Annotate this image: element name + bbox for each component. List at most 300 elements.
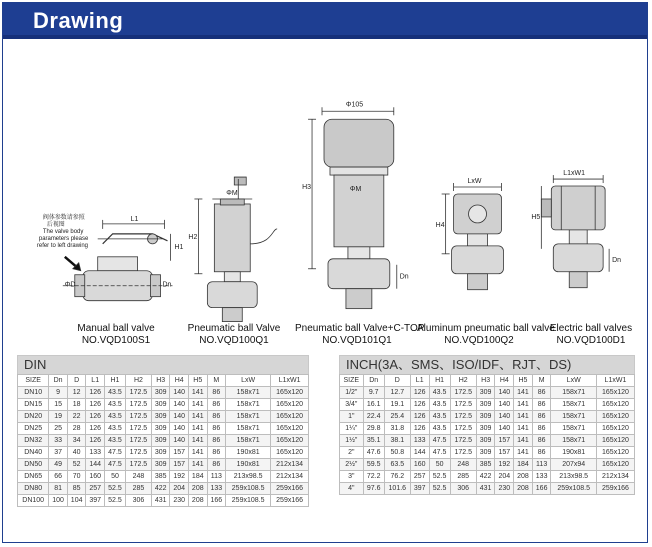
din-cell: 141 xyxy=(189,399,208,411)
inch-cell: 190x81 xyxy=(551,447,596,459)
inch-cell: 140 xyxy=(495,399,514,411)
inch-cell: 309 xyxy=(476,447,495,459)
inch-cell: 172.5 xyxy=(450,423,476,435)
inch-cell: 204 xyxy=(495,471,514,483)
inch-table-title: INCH(3A、SMS、ISO/IDF、RJT、DS) xyxy=(339,355,635,374)
inch-cell: 126 xyxy=(410,387,429,399)
din-cell: 85 xyxy=(67,483,86,495)
dim-phi105: Φ105 xyxy=(345,101,364,109)
inch-cell: 47.5 xyxy=(429,447,450,459)
din-cell: 184 xyxy=(189,471,208,483)
din-cell: 43.5 xyxy=(104,411,125,423)
din-cell: 126 xyxy=(86,411,105,423)
inch-cell: 1½" xyxy=(340,435,364,447)
inch-header-cell: L1xW1 xyxy=(596,375,634,387)
inch-cell: 431 xyxy=(476,483,495,495)
inch-cell: 72.2 xyxy=(363,471,384,483)
din-cell: 86 xyxy=(207,411,226,423)
dim-LxW: LxW xyxy=(467,178,482,186)
aluminum-valve-drawing xyxy=(442,183,504,290)
inch-cell: 9.7 xyxy=(363,387,384,399)
din-cell: 52.5 xyxy=(104,495,125,507)
inch-cell: 309 xyxy=(476,435,495,447)
section-title: Drawing xyxy=(33,8,124,33)
din-cell: 431 xyxy=(151,495,170,507)
inch-cell: 31.8 xyxy=(384,423,410,435)
inch-cell: 158x71 xyxy=(551,435,596,447)
din-cell: 158x71 xyxy=(226,399,271,411)
din-cell: 141 xyxy=(189,447,208,459)
inch-cell: 43.5 xyxy=(429,411,450,423)
inch-cell: 208 xyxy=(514,471,533,483)
din-cell: 158x71 xyxy=(226,423,271,435)
electric-caption xyxy=(539,323,643,347)
inch-cell: 126 xyxy=(410,399,429,411)
din-cell: 248 xyxy=(125,471,151,483)
dim-ctop-phiM: ΦM xyxy=(349,186,362,194)
inch-header-row xyxy=(340,375,635,387)
ctop-caption-title: Pneumatic ball Valve+C-TOP xyxy=(295,323,425,334)
din-cell: 43.5 xyxy=(104,423,125,435)
inch-cell: 158x71 xyxy=(551,423,596,435)
din-cell: DN80 xyxy=(18,483,49,495)
din-cell: 192 xyxy=(170,471,189,483)
dim-H2: H2 xyxy=(188,233,198,241)
inch-cell: 165x120 xyxy=(596,387,634,399)
din-cell: 230 xyxy=(170,495,189,507)
inch-cell: 184 xyxy=(514,459,533,471)
din-cell: 309 xyxy=(151,459,170,471)
inch-cell: 165x120 xyxy=(596,435,634,447)
note-line-4: parameters please xyxy=(38,235,89,242)
inch-cell: 4" xyxy=(340,483,364,495)
din-cell: 19 xyxy=(49,411,68,423)
table-row xyxy=(340,471,635,483)
ctop-caption xyxy=(295,323,425,347)
table-row xyxy=(18,483,309,495)
inch-cell: 47.6 xyxy=(363,447,384,459)
din-cell: 208 xyxy=(189,483,208,495)
inch-cell: 208 xyxy=(514,483,533,495)
inch-cell: 158x71 xyxy=(551,411,596,423)
inch-cell: 141 xyxy=(514,447,533,459)
table-row xyxy=(340,387,635,399)
inch-cell: 172.5 xyxy=(450,387,476,399)
din-cell: 309 xyxy=(151,387,170,399)
dim-H3: H3 xyxy=(302,184,311,192)
inch-cell: 172.5 xyxy=(450,447,476,459)
inch-header-cell: SIZE xyxy=(340,375,364,387)
inch-cell: 76.2 xyxy=(384,471,410,483)
inch-cell: 309 xyxy=(476,423,495,435)
din-cell: DN20 xyxy=(18,411,49,423)
din-cell: 141 xyxy=(189,411,208,423)
inch-cell: 257 xyxy=(410,471,429,483)
din-table-box xyxy=(17,355,309,507)
din-header-cell: M xyxy=(207,375,226,387)
inch-cell: 86 xyxy=(532,435,551,447)
valve-drawings xyxy=(3,39,647,349)
pneumatic-valve-drawing xyxy=(194,177,277,322)
inch-header-cell: Dn xyxy=(363,375,384,387)
inch-cell: 113 xyxy=(532,459,551,471)
din-cell: 86 xyxy=(207,399,226,411)
din-cell: 172.5 xyxy=(125,447,151,459)
din-cell: 172.5 xyxy=(125,435,151,447)
ctop-model: NO.VQD101Q1 xyxy=(322,335,392,346)
din-cell: 126 xyxy=(86,435,105,447)
din-cell: 259x166 xyxy=(271,495,309,507)
inch-cell: 385 xyxy=(476,459,495,471)
din-cell: 165x120 xyxy=(271,387,309,399)
inch-cell: 86 xyxy=(532,387,551,399)
inch-cell: 248 xyxy=(450,459,476,471)
din-cell: 165x120 xyxy=(271,435,309,447)
din-cell: 165x120 xyxy=(271,423,309,435)
inch-cell: 22.4 xyxy=(363,411,384,423)
inch-cell: 213x98.5 xyxy=(551,471,596,483)
inch-header-cell: H2 xyxy=(450,375,476,387)
table-row xyxy=(340,483,635,495)
inch-cell: 422 xyxy=(476,471,495,483)
note-line-3: The valve body xyxy=(42,228,84,235)
din-cell: 158x71 xyxy=(226,411,271,423)
inch-cell: 38.1 xyxy=(384,435,410,447)
inch-cell: 52.5 xyxy=(429,471,450,483)
inch-header-cell: L1 xyxy=(410,375,429,387)
din-cell: 43.5 xyxy=(104,387,125,399)
dim-L1xW1: L1xW1 xyxy=(563,170,585,178)
din-header-cell: H1 xyxy=(104,375,125,387)
din-header-cell: H2 xyxy=(125,375,151,387)
inch-cell: 230 xyxy=(495,483,514,495)
table-row xyxy=(18,471,309,483)
din-cell: 160 xyxy=(86,471,105,483)
din-cell: 126 xyxy=(86,399,105,411)
din-cell: 172.5 xyxy=(125,423,151,435)
inch-cell: 172.5 xyxy=(450,435,476,447)
din-cell: 190x81 xyxy=(226,459,271,471)
din-cell: 43.5 xyxy=(104,399,125,411)
inch-header-cell: H4 xyxy=(495,375,514,387)
dim-electric-Dn: Dn xyxy=(612,256,622,264)
din-cell: 204 xyxy=(170,483,189,495)
table-row xyxy=(340,435,635,447)
inch-cell: 63.5 xyxy=(384,459,410,471)
inch-cell: 140 xyxy=(495,411,514,423)
din-cell: 81 xyxy=(49,483,68,495)
din-table xyxy=(17,374,309,507)
inch-cell: 1¼" xyxy=(340,423,364,435)
table-row xyxy=(18,411,309,423)
inch-cell: 97.6 xyxy=(363,483,384,495)
din-cell: 86 xyxy=(207,435,226,447)
table-row xyxy=(340,447,635,459)
din-cell: 100 xyxy=(49,495,68,507)
din-header-cell: H4 xyxy=(170,375,189,387)
din-cell: 309 xyxy=(151,399,170,411)
note-line-1: 阀体参数请参照 xyxy=(42,214,85,221)
table-row xyxy=(340,423,635,435)
electric-caption-title: Electric ball valves xyxy=(549,323,633,334)
inch-cell: 397 xyxy=(410,483,429,495)
inch-cell: 52.5 xyxy=(429,483,450,495)
inch-cell: 47.5 xyxy=(429,435,450,447)
inch-cell: 165x120 xyxy=(596,411,634,423)
inch-cell: 133 xyxy=(410,435,429,447)
inch-cell: 12.7 xyxy=(384,387,410,399)
inch-cell: 141 xyxy=(514,411,533,423)
din-cell: 144 xyxy=(86,459,105,471)
din-cell: 385 xyxy=(151,471,170,483)
table-row xyxy=(340,459,635,471)
table-row xyxy=(18,435,309,447)
din-cell: DN25 xyxy=(18,423,49,435)
inch-cell: 144 xyxy=(410,447,429,459)
din-cell: 172.5 xyxy=(125,399,151,411)
inch-cell: 50 xyxy=(429,459,450,471)
din-cell: 172.5 xyxy=(125,387,151,399)
dim-L1: L1 xyxy=(130,215,139,223)
inch-cell: 43.5 xyxy=(429,399,450,411)
electric-model: NO.VQD100D1 xyxy=(556,335,626,346)
pneumatic-caption-title: Pneumatic ball Valve xyxy=(187,323,281,334)
aluminum-caption xyxy=(417,323,555,347)
inch-header-cell: LxW xyxy=(551,375,596,387)
din-cell: 66 xyxy=(49,471,68,483)
din-cell: 158x71 xyxy=(226,387,271,399)
din-cell: 141 xyxy=(189,435,208,447)
inch-cell: 309 xyxy=(476,399,495,411)
dim-H5: H5 xyxy=(531,213,541,221)
din-cell: 157 xyxy=(170,459,189,471)
din-cell: 126 xyxy=(86,423,105,435)
inch-table xyxy=(339,374,635,495)
dim-phiD: ΦD xyxy=(64,281,76,289)
din-cell: 37 xyxy=(49,447,68,459)
din-cell: 33 xyxy=(49,435,68,447)
din-cell: DN40 xyxy=(18,447,49,459)
din-header-cell: D xyxy=(67,375,86,387)
din-header-cell: L1 xyxy=(86,375,105,387)
table-row xyxy=(18,387,309,399)
din-cell: 309 xyxy=(151,411,170,423)
din-cell: 140 xyxy=(170,399,189,411)
inch-cell: 86 xyxy=(532,423,551,435)
din-cell: 9 xyxy=(49,387,68,399)
inch-cell: 101.6 xyxy=(384,483,410,495)
din-cell: 47.5 xyxy=(104,459,125,471)
din-cell: 165x120 xyxy=(271,399,309,411)
din-cell: 212x134 xyxy=(271,459,309,471)
din-cell: 140 xyxy=(170,423,189,435)
inch-cell: 306 xyxy=(450,483,476,495)
din-cell: 309 xyxy=(151,435,170,447)
note-line-2: 后视图 xyxy=(46,221,65,228)
dim-H4: H4 xyxy=(435,221,445,229)
inch-header-cell: M xyxy=(532,375,551,387)
din-cell: DN15 xyxy=(18,399,49,411)
inch-cell: 1" xyxy=(340,411,364,423)
din-cell: DN10 xyxy=(18,387,49,399)
din-cell: 190x81 xyxy=(226,447,271,459)
inch-cell: 192 xyxy=(495,459,514,471)
din-cell: 12 xyxy=(67,387,86,399)
inch-cell: 140 xyxy=(495,423,514,435)
inch-cell: 157 xyxy=(495,447,514,459)
din-cell: 259x108.5 xyxy=(226,483,271,495)
inch-cell: 133 xyxy=(532,471,551,483)
inch-cell: 165x120 xyxy=(596,447,634,459)
inch-cell: 259x166 xyxy=(596,483,634,495)
inch-header-cell: H3 xyxy=(476,375,495,387)
dim-H1: H1 xyxy=(174,243,184,251)
inch-cell: 86 xyxy=(532,447,551,459)
din-cell: 113 xyxy=(207,471,226,483)
din-cell: 309 xyxy=(151,447,170,459)
din-cell: 306 xyxy=(125,495,151,507)
inch-table-box xyxy=(339,355,635,495)
din-cell: 259x108.5 xyxy=(226,495,271,507)
din-cell: 70 xyxy=(67,471,86,483)
inch-cell: 141 xyxy=(514,435,533,447)
table-row xyxy=(340,399,635,411)
din-cell: 140 xyxy=(170,435,189,447)
section-header xyxy=(3,3,647,39)
din-cell: 22 xyxy=(67,411,86,423)
din-header-row xyxy=(18,375,309,387)
din-cell: 172.5 xyxy=(125,411,151,423)
din-cell: 86 xyxy=(207,459,226,471)
din-cell: 141 xyxy=(189,459,208,471)
din-cell: 49 xyxy=(49,459,68,471)
din-cell: 133 xyxy=(207,483,226,495)
din-cell: 47.5 xyxy=(104,447,125,459)
inch-cell: 126 xyxy=(410,411,429,423)
inch-cell: 160 xyxy=(410,459,429,471)
din-cell: 133 xyxy=(86,447,105,459)
din-cell: 28 xyxy=(67,423,86,435)
inch-cell: 165x120 xyxy=(596,399,634,411)
din-cell: 158x71 xyxy=(226,435,271,447)
din-cell: 18 xyxy=(67,399,86,411)
manual-caption-title: Manual ball valve xyxy=(77,323,155,334)
inch-cell: 126 xyxy=(410,423,429,435)
inch-header-cell: D xyxy=(384,375,410,387)
din-cell: DN32 xyxy=(18,435,49,447)
inch-cell: 165x120 xyxy=(596,459,634,471)
inch-cell: 172.5 xyxy=(450,399,476,411)
table-row xyxy=(18,399,309,411)
pneumatic-caption xyxy=(179,323,289,347)
din-cell: 34 xyxy=(67,435,86,447)
manual-model: NO.VQD100S1 xyxy=(81,335,151,346)
din-header-cell: LxW xyxy=(226,375,271,387)
electric-valve-drawing xyxy=(541,175,609,288)
din-cell: DN100 xyxy=(18,495,49,507)
manual-caption xyxy=(61,323,171,347)
din-cell: 165x120 xyxy=(271,411,309,423)
din-cell: 15 xyxy=(49,399,68,411)
inch-cell: 141 xyxy=(514,423,533,435)
din-header-cell: Dn xyxy=(49,375,68,387)
din-cell: 257 xyxy=(86,483,105,495)
din-table-title: DIN xyxy=(17,355,309,374)
inch-cell: 259x108.5 xyxy=(551,483,596,495)
din-header-cell: H5 xyxy=(189,375,208,387)
inch-cell: 207x94 xyxy=(551,459,596,471)
din-cell: 397 xyxy=(86,495,105,507)
din-cell: 140 xyxy=(170,411,189,423)
inch-cell: 309 xyxy=(476,411,495,423)
din-header-cell: H3 xyxy=(151,375,170,387)
inch-header-cell: H5 xyxy=(514,375,533,387)
ctop-valve-drawing xyxy=(308,107,397,308)
din-cell: DN65 xyxy=(18,471,49,483)
din-cell: 309 xyxy=(151,423,170,435)
inch-cell: 158x71 xyxy=(551,399,596,411)
inch-cell: 172.5 xyxy=(450,411,476,423)
din-cell: 208 xyxy=(189,495,208,507)
din-header-cell: L1xW1 xyxy=(271,375,309,387)
din-cell: 86 xyxy=(207,447,226,459)
dim-phiM: ΦM xyxy=(226,189,238,197)
inch-cell: 86 xyxy=(532,399,551,411)
din-cell: 43.5 xyxy=(104,435,125,447)
din-cell: 86 xyxy=(207,423,226,435)
din-header-cell: SIZE xyxy=(18,375,49,387)
inch-cell: 35.1 xyxy=(363,435,384,447)
inch-cell: 140 xyxy=(495,387,514,399)
din-cell: 157 xyxy=(170,447,189,459)
dim-Dn: Dn xyxy=(162,281,172,289)
aluminum-caption-title: Aluminum pneumatic ball valve xyxy=(417,323,555,334)
din-cell: 52 xyxy=(67,459,86,471)
inch-cell: 1/2" xyxy=(340,387,364,399)
din-cell: 166 xyxy=(207,495,226,507)
inch-cell: 2½" xyxy=(340,459,364,471)
din-cell: 172.5 xyxy=(125,459,151,471)
dim-ctop-Dn: Dn xyxy=(399,273,409,281)
din-cell: 50 xyxy=(104,471,125,483)
inch-cell: 25.4 xyxy=(384,411,410,423)
table-row xyxy=(18,447,309,459)
din-cell: 40 xyxy=(67,447,86,459)
inch-header-cell: H1 xyxy=(429,375,450,387)
drawing-panel xyxy=(2,2,648,543)
din-cell: 140 xyxy=(170,387,189,399)
inch-cell: 59.5 xyxy=(363,459,384,471)
din-cell: 86 xyxy=(207,387,226,399)
aluminum-model: NO.VQD100Q2 xyxy=(444,335,514,346)
din-cell: 141 xyxy=(189,387,208,399)
din-cell: 285 xyxy=(125,483,151,495)
inch-cell: 43.5 xyxy=(429,423,450,435)
table-row xyxy=(340,411,635,423)
pneumatic-model: NO.VQD100Q1 xyxy=(199,335,269,346)
din-cell: 213x98.5 xyxy=(226,471,271,483)
din-cell: 259x166 xyxy=(271,483,309,495)
inch-cell: 50.8 xyxy=(384,447,410,459)
din-cell: 212x134 xyxy=(271,471,309,483)
din-cell: 25 xyxy=(49,423,68,435)
note-line-5: refer to left drawing xyxy=(36,242,88,249)
inch-cell: 3/4" xyxy=(340,399,364,411)
inch-cell: 285 xyxy=(450,471,476,483)
inch-cell: 2" xyxy=(340,447,364,459)
table-row xyxy=(18,423,309,435)
inch-cell: 166 xyxy=(532,483,551,495)
